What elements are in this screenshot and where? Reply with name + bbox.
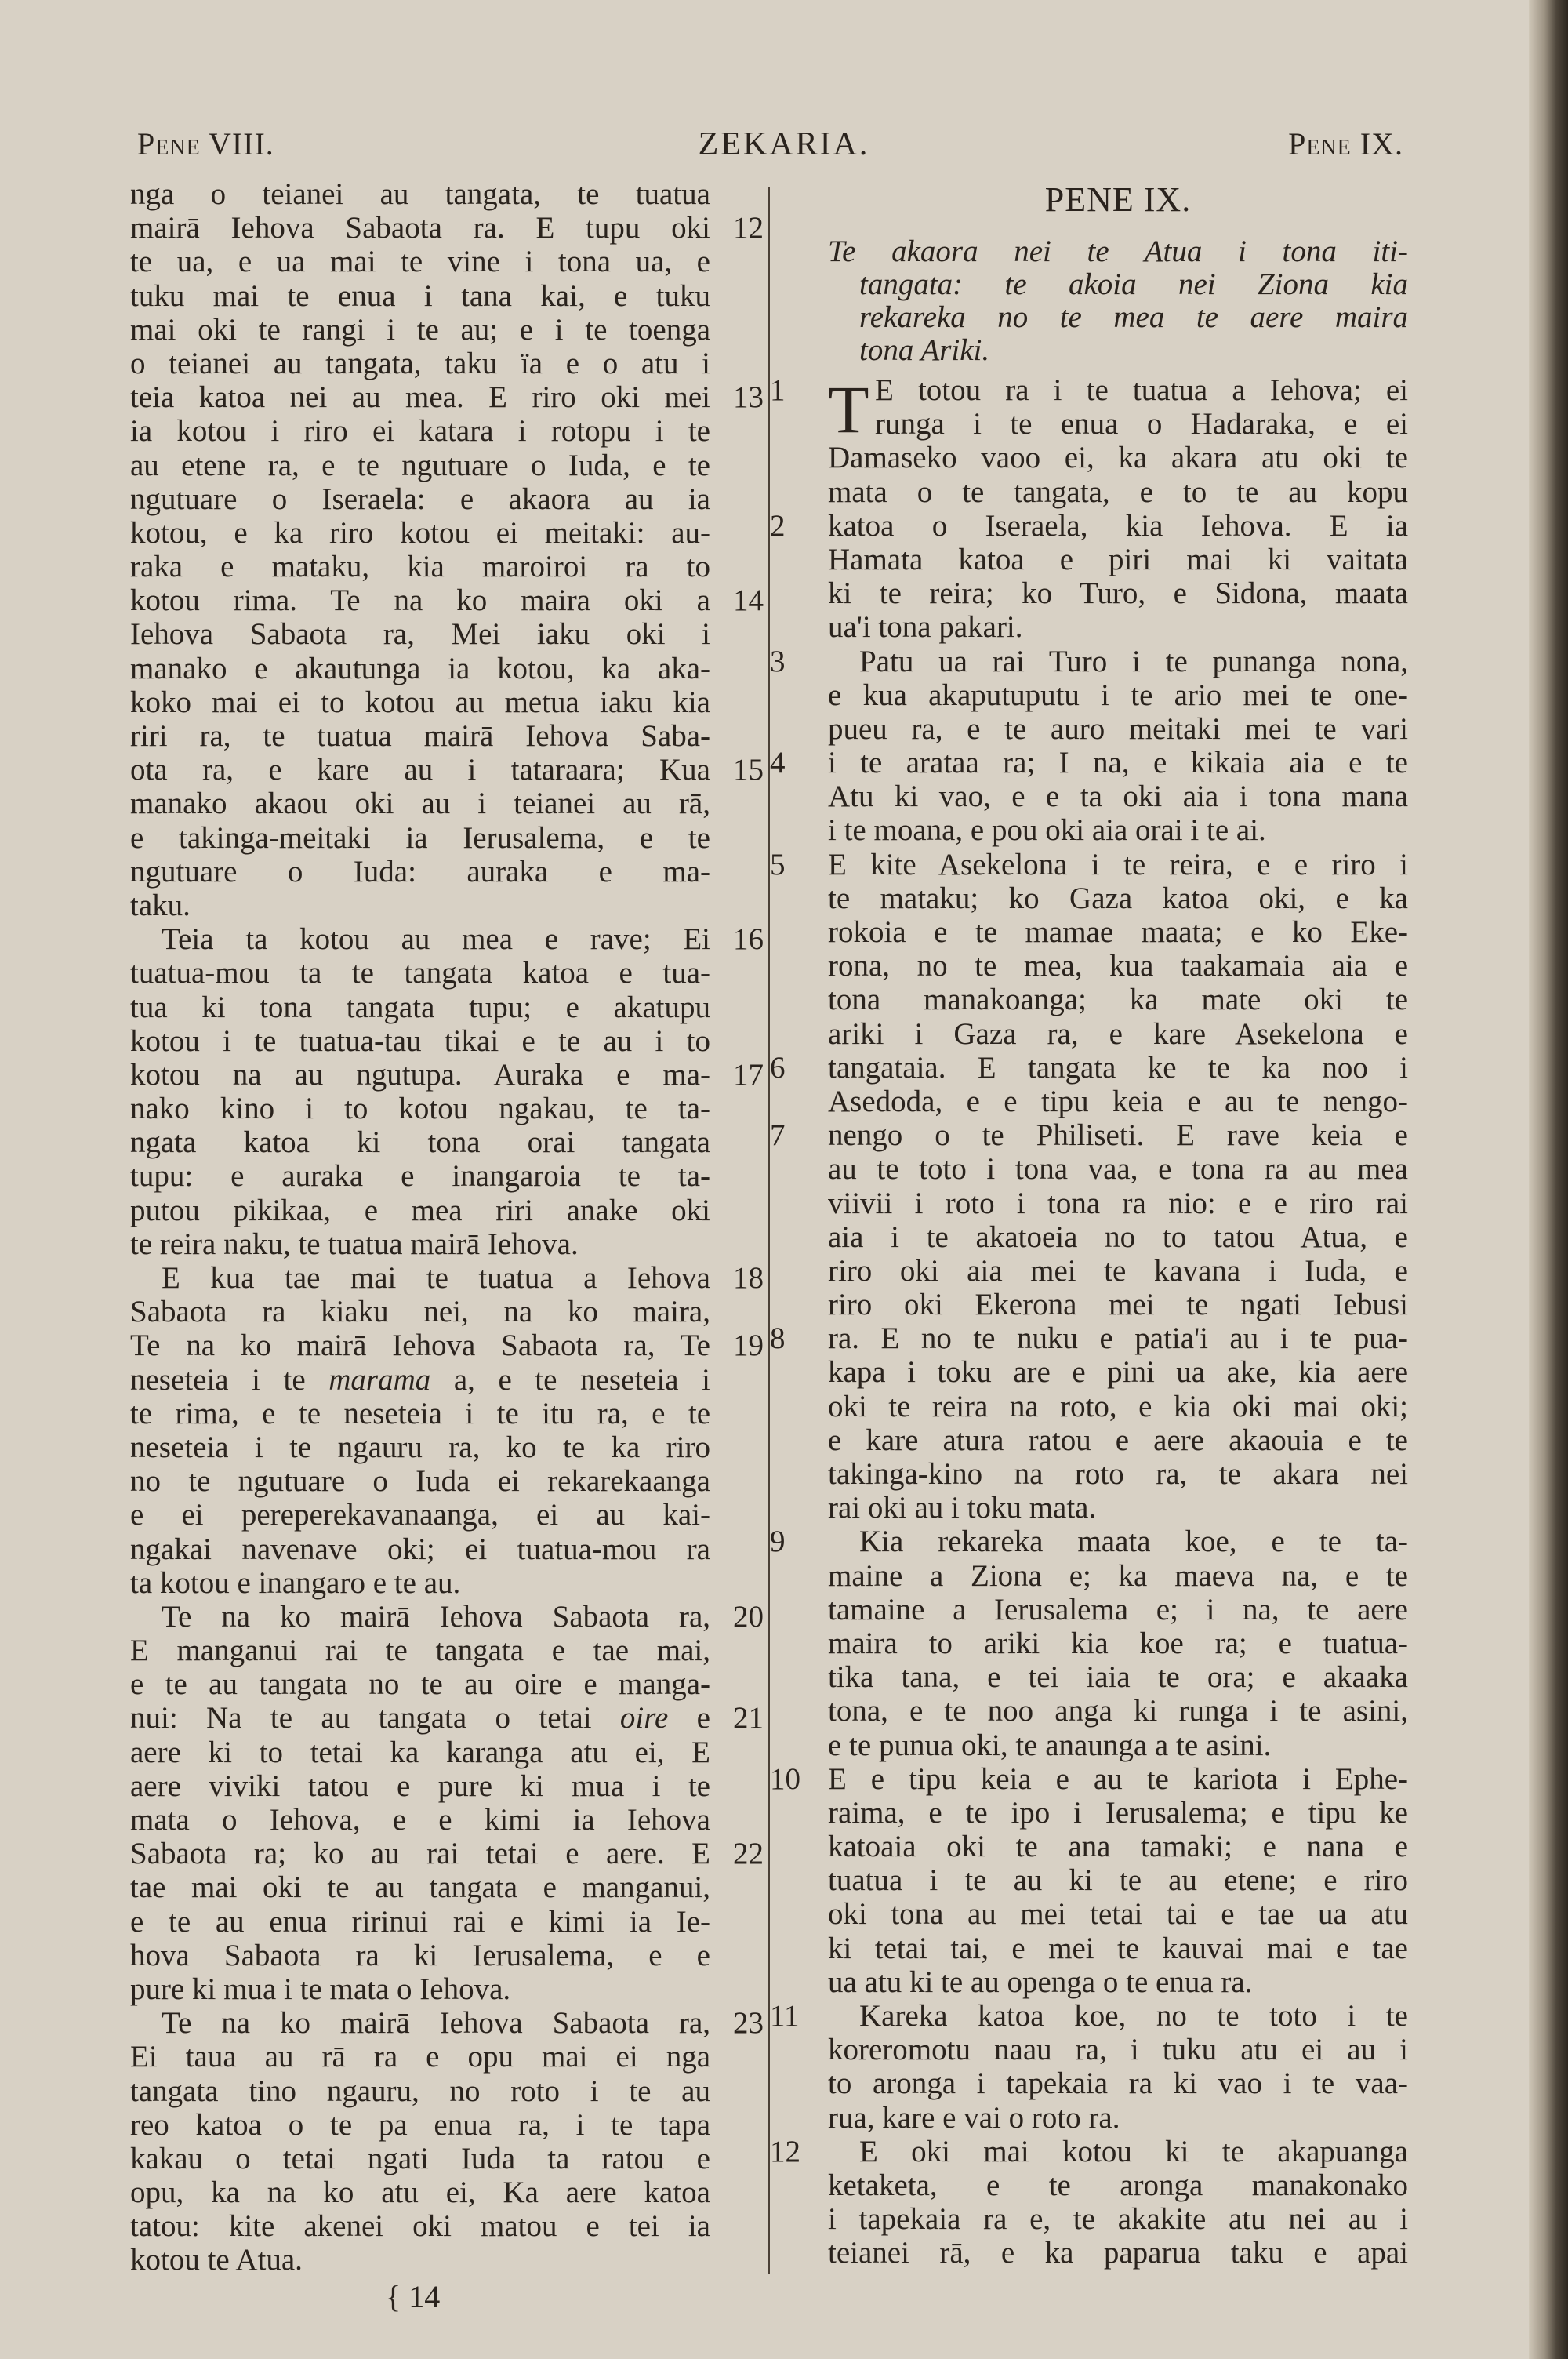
text-line — [130, 2108, 710, 2142]
text-line — [770, 1999, 1408, 2033]
text-line — [828, 1932, 1408, 1965]
line-text: taku. — [130, 888, 191, 922]
line-text: riri ra, te tuatua mairā Iehova Saba- — [130, 719, 710, 753]
text-line — [130, 449, 710, 482]
line-text: Ei taua au rā ra e opu mai ei nga — [130, 2040, 710, 2074]
text-line — [828, 2236, 1408, 2270]
line-text: tika tana, e tei iaia te ora; e akaaka — [828, 1660, 1408, 1695]
text-line — [130, 2006, 764, 2041]
line-text: kakau o tetai ngati Iuda ta ratou e — [130, 2141, 710, 2175]
line-text: Hamata katoa e piri mai ki vaitata — [828, 542, 1408, 576]
summary-line: tona Ariki. — [859, 333, 990, 367]
line-text: e ei pereperekavanaanga, ei au kai- — [130, 1498, 710, 1532]
chapter-title: PENE IX. — [1044, 180, 1192, 219]
text-line — [130, 177, 710, 211]
line-text: runga i te enua o Hadaraka, e ei — [875, 407, 1408, 442]
text-line — [130, 617, 710, 651]
line-text: nengo o te Philiseti. E rave keia e — [828, 1118, 1408, 1153]
verse-number: 21 — [733, 1701, 764, 1736]
line-text: e — [668, 1701, 710, 1736]
verse-number: 8 — [770, 1321, 786, 1356]
line-text: e te au enua ririnui rai e kimi ia Ie- — [130, 1904, 710, 1939]
text-line — [770, 847, 1408, 881]
text-line — [828, 407, 1408, 441]
line-text: e kare atura ratou e aere akaouia e te — [828, 1423, 1408, 1457]
text-line — [828, 576, 1408, 610]
line-text: e takinga-meitaki ia Ierusalema, e te — [130, 820, 710, 855]
line-text: ngata katoa ki tona orai tangata — [130, 1125, 710, 1160]
line-text: tuatua i te au ki te au etene; e riro — [828, 1863, 1408, 1898]
line-text: tangataia. E tangata ke te ka noo i — [828, 1050, 1408, 1085]
text-line — [828, 1254, 1408, 1288]
line-text: te ua, e ua mai te vine i tona ua, e — [130, 245, 710, 279]
verse-number: 7 — [770, 1118, 786, 1153]
line-text: raima, e te ipo i Ierusalema; e tipu ke — [828, 1795, 1408, 1830]
line-text: nga o teianei au tangata, te tuatua — [130, 177, 710, 211]
text-line — [130, 753, 764, 787]
verse-number: 22 — [733, 1837, 764, 1871]
text-line — [130, 550, 710, 583]
verse-number: 17 — [733, 1057, 764, 1092]
line-text: neseteia i te ngauru ra, ko te ka riro — [130, 1430, 710, 1464]
line-text: rokoia e te mamae maata; e ko Eke- — [828, 915, 1408, 949]
line-text: mata o Iehova, e e kimi ia Iehova — [130, 1803, 710, 1837]
line-text: tamaine a Ierusalema e; i na, te aere — [828, 1592, 1408, 1627]
text-line — [130, 1803, 710, 1837]
text-line — [828, 2101, 1408, 2135]
summary-line: tangata: te akoia nei Ziona kia — [859, 267, 1408, 301]
text-line — [130, 1736, 710, 1769]
line-text: kotou, e ka riro kotou ei meitaki: au- — [130, 515, 710, 550]
line-text: kotou na au ngutupa. Auraka e ma- — [130, 1057, 710, 1092]
line-text: kapa i toku are e pini ua ake, kia aere — [828, 1355, 1408, 1390]
text-line — [130, 482, 710, 516]
verse-number: 20 — [733, 1599, 764, 1634]
text-line — [130, 2074, 710, 2108]
line-text: E e tipu keia e au te kariota i Ephe- — [828, 1761, 1408, 1796]
text-line — [130, 1295, 710, 1329]
line-text: ngakai navenave oki; ei tuatua-mou ra — [130, 1532, 710, 1566]
line-text: ota ra, e kare au i tataraara; Kua — [130, 753, 710, 787]
text-line — [828, 1017, 1408, 1051]
line-text: mairā Iehova Sabaota ra. E tupu oki — [130, 211, 710, 245]
line-text: riro oki aia mei te kavana i Iuda, e — [828, 1253, 1408, 1288]
text-line — [130, 956, 710, 990]
line-text: Te na ko mairā Iehova Sabaota ra, — [162, 1599, 710, 1634]
line-text: reo katoa o te pa enua ra, i te tapa — [130, 2107, 710, 2142]
text-line — [828, 813, 1408, 847]
text-line — [130, 1261, 764, 1295]
verse-number: 12 — [770, 2134, 800, 2168]
line-text: tupu: e auraka e inangaroia te ta- — [130, 1159, 710, 1194]
text-line — [828, 1660, 1408, 1694]
line-text: o teianei au tangata, taku ïa e o atu i — [130, 346, 710, 380]
line-text: aia i te akatoeia no to tatou Atua, e — [828, 1219, 1408, 1254]
text-line — [130, 652, 710, 685]
text-line — [828, 543, 1408, 576]
right-column — [770, 177, 1408, 2270]
verse-number: 2 — [770, 508, 786, 543]
text-line — [130, 1769, 710, 1803]
line-text: kotou rima. Te na ko maira oki a — [130, 583, 710, 618]
running-header-book-title: ZEKARIA. — [698, 126, 870, 162]
left-column — [130, 177, 764, 2277]
text-line — [130, 1363, 710, 1397]
line-text: ngutuare o Iseraela: e akaora au ia — [130, 482, 710, 516]
verse-number: 12 — [733, 211, 764, 245]
line-text: pure ki mua i te mata o Iehova. — [130, 1972, 511, 2006]
line-text: viivii i roto i tona ra nio: e e riro rai — [828, 1186, 1408, 1220]
verse-number: 4 — [770, 746, 786, 780]
text-line — [828, 1728, 1408, 1762]
text-line — [130, 889, 710, 922]
line-text: putou pikikaa, e mea riri anake oki — [130, 1193, 710, 1227]
text-line — [130, 1599, 764, 1634]
text-line — [828, 1220, 1408, 1254]
text-line — [130, 1870, 710, 1904]
line-text: Asedoda, e e tipu keia e au te nengo- — [828, 1084, 1408, 1118]
text-line — [130, 1092, 710, 1125]
text-line — [130, 719, 710, 753]
line-text: ki tetai tai, e mei te kauvai mai e tae — [828, 1931, 1408, 1965]
line-text: Te na ko mairā Iehova Sabaota ra, Te — [130, 1329, 710, 1363]
text-line — [130, 685, 710, 719]
line-text: aere ki to tetai ka karanga atu ei, E — [130, 1735, 710, 1769]
text-line — [828, 2033, 1408, 2066]
line-text: kotou te Atua. — [130, 2243, 303, 2277]
text-line — [130, 245, 710, 278]
text-line — [828, 1796, 1408, 1830]
text-line — [770, 1525, 1408, 1559]
summary-line: rekareka no te mea te aere maira — [859, 300, 1408, 334]
verse-number: 3 — [770, 644, 786, 678]
line-text: to aronga i tapekaia ra ki vao i te vaa- — [828, 2066, 1408, 2101]
text-line — [130, 821, 710, 855]
text-line — [770, 644, 1408, 678]
text-line — [130, 1939, 710, 1972]
text-line — [130, 2243, 710, 2277]
text-line — [130, 990, 710, 1024]
line-text: aere viviki tatou e pure ki mua i te — [130, 1768, 710, 1803]
italic-word: oire — [619, 1701, 669, 1736]
line-text: E manganui rai te tangata e tae mai, — [130, 1634, 710, 1668]
line-text: oki te reira na roto, e kia oki mai oki; — [828, 1389, 1408, 1423]
text-line — [130, 1397, 710, 1430]
text-line — [828, 1355, 1408, 1389]
drop-cap-letter: T — [828, 372, 869, 447]
line-text: i tapekaia ra e, te akakite atu nei au i — [828, 2202, 1408, 2237]
text-line — [770, 1118, 1408, 1153]
line-text: kotou i te tuatua-tau tikai e te au i to — [130, 1023, 710, 1058]
line-text: i te moana, e pou oki aia orai i te ai. — [828, 813, 1266, 848]
text-line — [770, 1050, 1408, 1085]
text-line — [130, 855, 710, 889]
line-text: tua ki tona tangata tupu; e akatupu — [130, 990, 710, 1024]
line-text: E kua tae mai te tuatua a Iehova — [162, 1261, 710, 1295]
line-text: E kite Asekelona i te reira, e e riro i — [828, 847, 1408, 881]
text-line — [828, 983, 1408, 1016]
text-line — [828, 1152, 1408, 1186]
line-text: Kareka katoa koe, no te toto i te — [859, 1999, 1408, 2033]
text-line — [828, 1491, 1408, 1525]
verse-number: 10 — [770, 1761, 800, 1796]
line-text: no te ngutuare o Iuda ei rekarekaanga — [130, 1464, 710, 1499]
verse-number: 19 — [733, 1329, 764, 1363]
line-text: ta kotou e inangaro e te au. — [130, 1565, 461, 1600]
line-text: e te au tangata no te au oire e manga- — [130, 1667, 710, 1702]
verse-number: 6 — [770, 1050, 786, 1085]
line-text: ua atu ki te au openga o te enua ra. — [828, 1965, 1253, 1999]
text-line — [130, 1057, 764, 1092]
text-line — [828, 2066, 1408, 2100]
italic-word: marama — [328, 1362, 431, 1397]
line-text: koko mai ei to kotou au metua iaku kia — [130, 685, 710, 719]
line-text: raka e mataku, kia maroiroi ra to — [130, 550, 710, 584]
line-text: tona manakoanga; ka mate oki te — [828, 983, 1408, 1017]
text-line — [130, 1532, 710, 1566]
text-line — [828, 1627, 1408, 1660]
line-text: mai oki te rangi i te au; e i te toenga — [130, 312, 710, 347]
text-line — [828, 949, 1408, 983]
text-line — [130, 1634, 710, 1667]
text-line — [130, 1430, 710, 1464]
text-line — [130, 1701, 764, 1736]
line-text: rua, kare e vai o roto ra. — [828, 2100, 1120, 2135]
text-line — [828, 780, 1408, 813]
line-text: tuatua-mou ta te tangata katoa e tua- — [130, 956, 710, 990]
verse-number: 9 — [770, 1525, 786, 1559]
text-line — [130, 922, 764, 957]
text-line — [130, 2209, 710, 2243]
text-line — [130, 2175, 710, 2209]
verse-number: 16 — [733, 922, 764, 957]
line-text: ia kotou i riro ei katara i rotopu i te — [130, 414, 710, 449]
text-line — [130, 1498, 710, 1532]
chapter-text — [770, 372, 1408, 2270]
line-text: ngutuare o Iuda: auraka e ma- — [130, 854, 710, 889]
text-line — [130, 1159, 710, 1193]
line-text: E totou ra i te tuatua a Iehova; ei — [875, 373, 1408, 407]
text-line — [130, 1024, 710, 1058]
line-text: maira to ariki kia koe ra; e tuatua- — [828, 1626, 1408, 1660]
text-line — [828, 610, 1408, 644]
text-line — [130, 1227, 710, 1261]
text-line — [828, 1559, 1408, 1593]
line-text: teianei rā, e ka paparua taku e apai — [828, 2236, 1408, 2270]
text-line — [130, 2040, 710, 2074]
book-binding-edge — [1529, 0, 1568, 2359]
line-text: takinga-kino na roto ra, te akara nei — [828, 1457, 1408, 1491]
verse-number: 1 — [770, 373, 786, 407]
line-text: Damaseko vaoo ei, ka akara atu oki te — [828, 441, 1408, 475]
line-text: Patu ua rai Turo i te punanga nona, — [859, 644, 1408, 678]
running-header-left: Pene VIII. — [137, 126, 274, 162]
verse-number: 23 — [733, 2006, 764, 2041]
text-line — [770, 1761, 1408, 1796]
text-line — [770, 2134, 1408, 2168]
line-text: ki te reira; ko Turo, e Sidona, maata — [828, 576, 1408, 611]
summary-line: Te akaora nei te Atua i tona iti- — [828, 234, 1408, 268]
line-text: hova Sabaota ra ki Ierusalema, e e — [130, 1938, 710, 1972]
text-line — [828, 1288, 1408, 1321]
text-line — [828, 1423, 1408, 1457]
text-line — [828, 881, 1408, 915]
line-text: au te toto i tona vaa, e tona ra au mea — [828, 1152, 1408, 1187]
text-line — [828, 1390, 1408, 1423]
text-line — [828, 475, 1408, 509]
text-line — [130, 1837, 764, 1871]
text-line — [828, 1965, 1408, 1999]
text-line — [828, 2168, 1408, 2202]
text-line — [770, 508, 1408, 543]
text-line — [130, 414, 710, 448]
text-line — [130, 1972, 710, 2006]
text-line — [828, 678, 1408, 712]
line-text: riro oki Ekerona mei te ngati Iebusi — [828, 1288, 1408, 1322]
verse-number: 14 — [733, 583, 764, 618]
line-text: maine a Ziona e; ka maeva na, e te — [828, 1558, 1408, 1593]
text-line — [828, 1863, 1408, 1897]
text-line — [828, 1593, 1408, 1627]
text-line — [130, 1329, 764, 1363]
verse-number: 13 — [733, 380, 764, 415]
line-text: manako akaou oki au i teianei au rā, — [130, 787, 710, 821]
line-text: tangata tino ngauru, no roto i te au — [130, 2074, 710, 2108]
line-text: Te na ko mairā Iehova Sabaota ra, — [162, 2006, 710, 2041]
text-line — [770, 373, 1408, 407]
line-text: Sabaota ra kiaku nei, na ko maira, — [130, 1295, 710, 1329]
line-text: rona, no te mea, kua taakamaia aia e — [828, 949, 1408, 983]
text-line — [130, 1667, 710, 1701]
text-line — [828, 1187, 1408, 1220]
text-line — [828, 712, 1408, 746]
line-text: opu, ka na ko atu ei, Ka aere katoa — [130, 2175, 710, 2210]
text-line — [130, 1905, 710, 1939]
line-text: e kua akaputuputu i te ario mei te one- — [828, 678, 1408, 712]
line-text: e te punua oki, te anaunga a te asini. — [828, 1728, 1272, 1762]
line-text: nui: Na te au tangata o tetai — [130, 1701, 620, 1736]
text-line — [828, 441, 1408, 474]
text-line — [828, 2202, 1408, 2236]
line-text: neseteia i te — [130, 1362, 329, 1397]
column-divider — [768, 187, 770, 2274]
chapter-summary — [828, 235, 1408, 367]
line-text: manako e akautunga ia kotou, ka aka- — [130, 651, 710, 685]
line-text: Kia rekareka maata koe, e te ta- — [859, 1525, 1408, 1559]
text-line — [828, 1694, 1408, 1728]
line-text: pueu ra, e te auro meitaki mei te vari — [828, 711, 1408, 746]
line-text: te reira naku, te tuatua mairā Iehova. — [130, 1227, 579, 1261]
line-text: te mataku; ko Gaza katoa oki, e ka — [828, 881, 1408, 915]
line-text: te rima, e te neseteia i te itu ra, e te — [130, 1396, 710, 1430]
text-line — [130, 313, 710, 347]
text-line — [130, 1125, 710, 1159]
text-line — [130, 279, 710, 313]
text-line — [130, 1194, 710, 1227]
page-number: { 14 — [386, 2279, 441, 2314]
text-line — [828, 1897, 1408, 1931]
verse-number: 15 — [733, 753, 764, 787]
line-text: Atu ki vao, e e ta oki aia i tona mana — [828, 780, 1408, 814]
verse-number: 11 — [770, 1999, 800, 2033]
text-line — [130, 787, 710, 820]
line-text: tuku mai te enua i tana kai, e tuku — [130, 278, 710, 313]
line-text: au etene ra, e te ngutuare o Iuda, e te — [130, 448, 710, 482]
line-text: a, e te neseteia i — [430, 1362, 710, 1397]
text-line — [828, 915, 1408, 949]
line-text: ua'i tona pakari. — [828, 610, 1023, 645]
line-text: teia katoa nei au mea. E riro oki mei — [130, 380, 710, 415]
text-line — [130, 1464, 710, 1498]
text-line — [770, 746, 1408, 780]
text-line — [130, 583, 764, 618]
line-text: rai oki au i toku mata. — [828, 1491, 1097, 1525]
line-text: Teia ta kotou au mea e rave; Ei — [162, 922, 710, 957]
text-line — [828, 1830, 1408, 1863]
text-line — [130, 380, 764, 415]
line-text: Iehova Sabaota ra, Mei iaku oki i — [130, 617, 710, 652]
line-text: tae mai oki te au tangata e manganui, — [130, 1870, 710, 1905]
line-text: ra. E no te nuku e patia'i au i te pua- — [828, 1321, 1408, 1356]
line-text: oki tona au mei tetai tai e tae ua atu — [828, 1897, 1408, 1932]
text-line — [770, 1321, 1408, 1356]
text-line — [828, 1085, 1408, 1118]
line-text: Sabaota ra; ko au rai tetai e aere. E — [130, 1837, 710, 1871]
text-line — [828, 1457, 1408, 1491]
line-text: E oki mai kotou ki te akapuanga — [859, 2134, 1408, 2168]
line-text: mata o te tangata, e to te au kopu — [828, 474, 1408, 509]
verse-number: 18 — [733, 1261, 764, 1295]
line-text: i te arataa ra; I na, e kikaia aia e te — [828, 746, 1408, 780]
running-header-right: Pene IX. — [1288, 126, 1403, 162]
text-line — [130, 516, 710, 550]
line-text: tatou: kite akenei oki matou e tei ia — [130, 2209, 710, 2244]
line-text: katoaia oki te ana tamaki; e nana e — [828, 1830, 1408, 1864]
line-text: ariki i Gaza ra, e kare Asekelona e — [828, 1016, 1408, 1051]
line-text: ketaketa, e te aronga manakonako — [828, 2168, 1408, 2202]
line-text: katoa o Iseraela, kia Iehova. E ia — [828, 508, 1408, 543]
text-line — [130, 347, 710, 380]
text-line — [130, 1566, 710, 1600]
line-text: nako kino i to kotou ngakau, te ta- — [130, 1092, 710, 1126]
text-line — [130, 211, 764, 245]
line-text: koreromotu naau ra, i tuku atu ei au i — [828, 2033, 1408, 2067]
text-line — [130, 2142, 710, 2175]
verse-number: 5 — [770, 847, 786, 881]
line-text: tona, e te noo anga ki runga i te asini, — [828, 1694, 1408, 1728]
